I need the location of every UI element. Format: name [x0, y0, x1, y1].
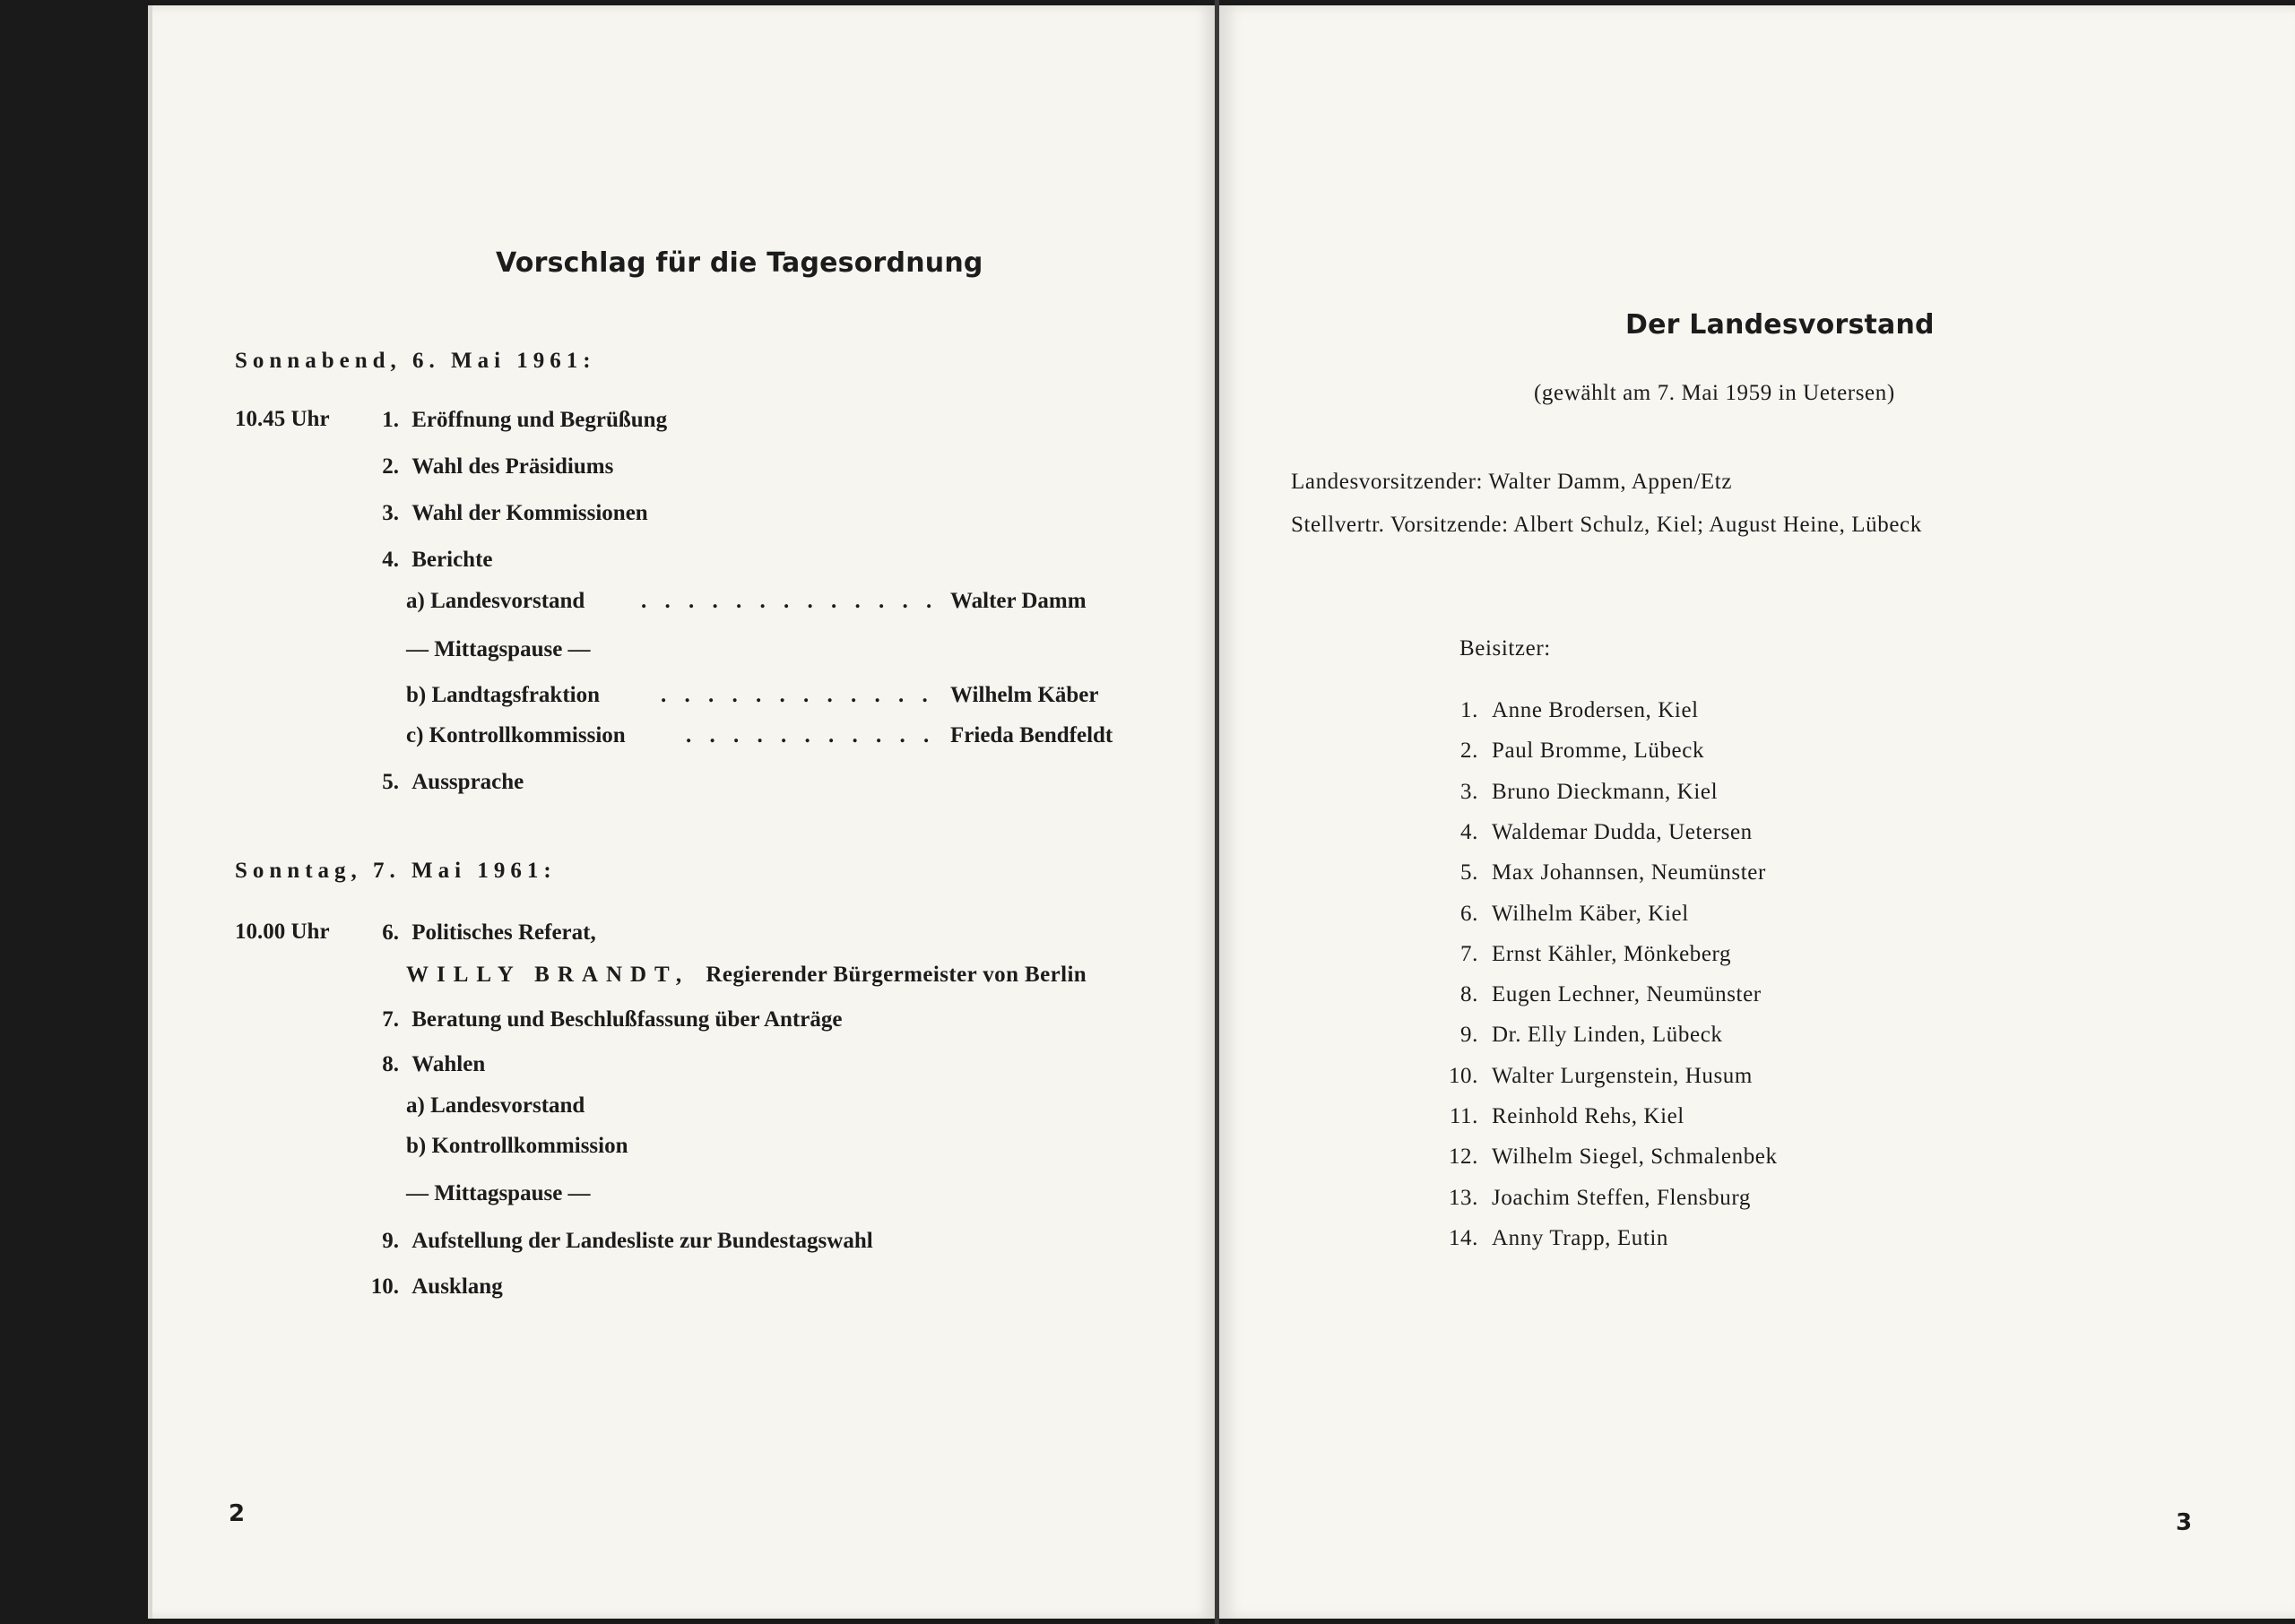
agenda-item-text: Aussprache	[411, 770, 524, 794]
assessor-name: Wilhelm Siegel, Schmalenbek	[1492, 1145, 1778, 1169]
assessor-name: Anne Brodersen, Kiel	[1492, 698, 1699, 722]
agenda-item-8	[372, 1052, 485, 1077]
election-b: b) Kontrollkommission	[406, 1134, 628, 1158]
agenda-item-text: Politisches Referat,	[411, 920, 596, 945]
assessors-heading: Beisitzer:	[1459, 636, 1551, 661]
assessor-name: Anny Trapp, Eutin	[1492, 1226, 1669, 1250]
assessor-name: Dr. Elly Linden, Lübeck	[1492, 1023, 1723, 1047]
agenda-item-text: Wahl der Kommissionen	[411, 501, 648, 525]
day2-time: 10.00 Uhr	[235, 920, 330, 944]
agenda-item-2	[372, 454, 613, 479]
assessor-name: Waldemar Dudda, Uetersen	[1492, 820, 1753, 844]
assessor-item	[1439, 860, 1766, 885]
report-label-b: b) Landtagsfraktion	[406, 683, 601, 707]
assessor-number: 7.	[1460, 942, 1478, 966]
day2-heading: Sonntag, 7. Mai 1961:	[235, 859, 557, 883]
agenda-item-10	[359, 1274, 503, 1300]
agenda-item-text: Eröffnung und Begrüßung	[411, 408, 668, 432]
assessor-item	[1439, 1145, 1778, 1170]
assessor-name: Wilhelm Käber, Kiel	[1492, 902, 1689, 926]
leader-dots: . . . . . . . . . . .	[686, 723, 936, 747]
assessor-item	[1439, 820, 1753, 845]
assessor-name: Ernst Kähler, Mönkeberg	[1492, 942, 1732, 966]
assessor-number: 5.	[1460, 860, 1478, 885]
election-a: a) Landesvorstand	[406, 1093, 585, 1118]
lunch-break-1: — Mittagspause —	[406, 637, 591, 661]
assessor-name: Paul Bromme, Lübeck	[1492, 739, 1705, 763]
agenda-item-number: 3.	[382, 501, 399, 525]
assessor-number: 11.	[1449, 1104, 1478, 1128]
report-label-c: c) Kontrollkommission	[406, 723, 626, 747]
agenda-item-number: 5.	[382, 770, 399, 794]
agenda-item-number: 6.	[382, 920, 399, 945]
agenda-item-text: Wahlen	[411, 1052, 486, 1076]
assessor-number: 14.	[1448, 1226, 1478, 1250]
agenda-item-text: Beratung und Beschlußfassung über Anträge	[411, 1007, 843, 1032]
agenda-title: Vorschlag für die Tagesordnung	[496, 247, 983, 279]
page-number-right: 3	[2176, 1509, 2193, 1536]
day1-time: 10.45 Uhr	[235, 407, 330, 431]
agenda-item-number: 4.	[382, 548, 399, 572]
assessor-item	[1439, 739, 1704, 764]
assessor-number: 13.	[1448, 1186, 1478, 1210]
report-label-a: a) Landesvorstand	[406, 589, 585, 613]
deputies-line: Stellvertr. Vorsitzende: Albert Schulz, Kiel; August Heine, Lübeck	[1291, 513, 1922, 537]
agenda-item-3	[372, 501, 648, 526]
assessor-number: 8.	[1460, 982, 1478, 1006]
agenda-item-7	[372, 1007, 842, 1032]
assessor-item	[1439, 982, 1762, 1007]
agenda-item-number: 10.	[370, 1274, 399, 1299]
leader-dots: . . . . . . . . . . . .	[661, 683, 934, 707]
board-title: Der Landesvorstand	[1625, 309, 1935, 341]
assessor-item	[1439, 780, 1718, 805]
assessor-number: 3.	[1460, 780, 1478, 804]
agenda-item-number: 1.	[382, 408, 399, 432]
keynote-speaker-role: Regierender Bürgermeister von Berlin	[706, 963, 1087, 987]
assessor-name: Eugen Lechner, Neumünster	[1492, 982, 1762, 1006]
agenda-item-number: 8.	[382, 1052, 399, 1076]
assessor-item	[1439, 698, 1699, 723]
assessor-number: 2.	[1460, 739, 1478, 763]
assessor-number: 10.	[1448, 1064, 1478, 1088]
assessor-name: Joachim Steffen, Flensburg	[1492, 1186, 1751, 1210]
keynote-speaker-line	[406, 963, 1087, 988]
assessor-name: Reinhold Rehs, Kiel	[1492, 1104, 1684, 1128]
assessor-name: Max Johannsen, Neumünster	[1492, 860, 1766, 885]
assessor-number: 6.	[1460, 902, 1478, 926]
agenda-item-text: Ausklang	[411, 1274, 503, 1299]
assessor-name: Bruno Dieckmann, Kiel	[1492, 780, 1719, 804]
report-speaker-a: Walter Damm	[950, 589, 1087, 613]
agenda-item-9	[372, 1229, 873, 1254]
assessor-name: Walter Lurgenstein, Husum	[1492, 1064, 1753, 1088]
assessor-item	[1439, 1064, 1753, 1089]
agenda-item-text: Berichte	[411, 548, 493, 572]
chair-line: Landesvorsitzender: Walter Damm, Appen/Etz	[1291, 470, 1733, 494]
assessor-item	[1439, 942, 1731, 967]
assessor-number: 12.	[1448, 1145, 1478, 1169]
page-number-left: 2	[229, 1500, 246, 1527]
assessor-number: 1.	[1460, 698, 1478, 722]
assessor-item	[1439, 1226, 1668, 1251]
right-page	[1219, 5, 2295, 1619]
agenda-item-6	[372, 920, 596, 946]
assessor-item	[1439, 1023, 1723, 1048]
agenda-item-1	[372, 408, 667, 433]
agenda-item-text: Wahl des Präsidiums	[411, 454, 614, 479]
agenda-item-number: 2.	[382, 454, 399, 479]
agenda-item-number: 7.	[382, 1007, 399, 1032]
assessor-item	[1439, 1186, 1751, 1211]
leader-dots: . . . . . . . . . . . . .	[641, 589, 939, 613]
lunch-break-2: — Mittagspause —	[406, 1181, 591, 1205]
day1-heading: Sonnabend, 6. Mai 1961:	[235, 349, 596, 373]
agenda-item-number: 9.	[382, 1229, 399, 1253]
agenda-item-4	[372, 548, 492, 573]
agenda-item-5	[372, 770, 524, 795]
agenda-item-text: Aufstellung der Landesliste zur Bundestagswahl	[411, 1229, 873, 1253]
assessor-item	[1439, 1104, 1684, 1129]
report-speaker-b: Wilhelm Käber	[950, 683, 1099, 707]
board-subtitle: (gewählt am 7. Mai 1959 in Uetersen)	[1534, 381, 1895, 405]
report-speaker-c: Frieda Bendfeldt	[950, 723, 1113, 747]
assessor-number: 9.	[1460, 1023, 1478, 1047]
left-page	[148, 5, 1215, 1619]
assessor-number: 4.	[1460, 820, 1478, 844]
assessor-item	[1439, 902, 1689, 927]
keynote-speaker-name: WILLY BRANDT,	[406, 963, 690, 987]
